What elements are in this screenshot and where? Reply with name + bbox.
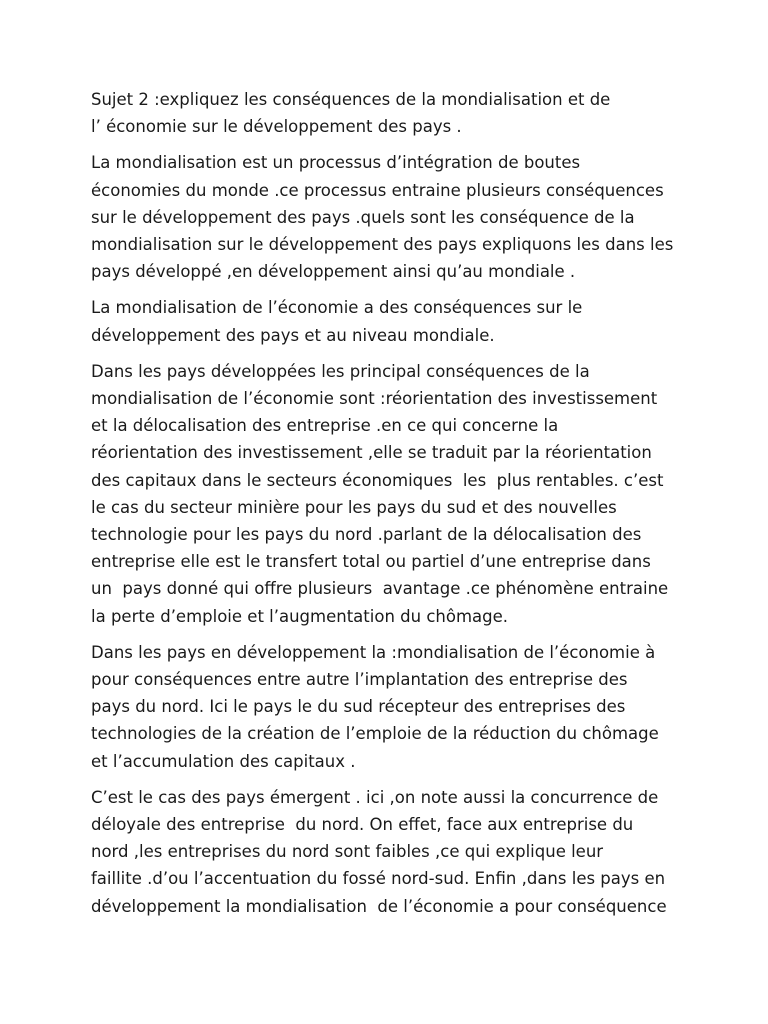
text-line: nord ,les entreprises du nord sont faibles ,ce qui explique leur [91,842,604,862]
text-line: des capitaux dans le secteurs économiques les plus rentables. c’est [91,470,664,490]
text-line: Dans les pays développées les principal conséquences de la [91,361,590,381]
text-line: réorientation des investissement ,elle se traduit par la réorientation [91,443,652,463]
document-page [91,86,691,929]
text-line: Dans les pays en développement la :mondialisation de l’économie à [91,642,656,662]
text-line: mondialisation de l’économie sont :réorientation des investissement [91,389,658,409]
text-line: développement la mondialisation de l’économie a pour conséquence [91,896,667,916]
text-line: un pays donné qui offre plusieurs avantage .ce phénomène entraine [91,579,669,599]
text-line: développement des pays et au niveau mondiale. [91,325,495,345]
paragraph-title [91,86,691,140]
text-line: Sujet 2 :expliquez les conséquences de la mondialisation et de [91,90,611,109]
text-line: entreprise elle est le transfert total ou partiel d’une entreprise dans [91,552,651,572]
text-line: et la délocalisation des entreprise .en ce qui concerne la [91,416,559,436]
text-line: pays développé ,en développement ainsi qu’au mondiale . [91,262,576,282]
text-line: sur le développement des pays .quels sont les conséquence de la [91,207,635,227]
text-line: technologie pour les pays du nord .parlant de la délocalisation des [91,525,642,545]
text-line: déloyale des entreprise du nord. On effet, face aux entreprise du [91,815,634,835]
paragraph-intro [91,149,691,285]
text-line: économies du monde .ce processus entraine plusieurs conséquences [91,180,664,200]
text-line: C’est le cas des pays émergent . ici ,on note aussi la concurrence de [91,787,659,807]
text-line: technologies de la création de l’emploie de la réduction du chômage [91,724,659,744]
text-line: pour conséquences entre autre l’implantation des entreprise des [91,670,628,690]
text-line: faillite .d’ou l’accentuation du fossé nord-sud. Enfin ,dans les pays en [91,869,666,889]
paragraph-developing-countries [91,639,691,775]
paragraph-developed-countries [91,358,691,630]
paragraph-thesis [91,294,691,348]
text-line: et l’accumulation des capitaux . [91,751,356,771]
text-line: pays du nord. Ici le pays le du sud récepteur des entreprises des [91,697,626,717]
paragraph-emerging-countries [91,784,691,920]
text-line: le cas du secteur minière pour les pays du sud et des nouvelles [91,497,617,517]
text-line: la perte d’emploie et l’augmentation du chômage. [91,606,508,626]
text-line: La mondialisation est un processus d’intégration de boutes [91,153,581,173]
text-line: mondialisation sur le développement des pays expliquons les dans les [91,235,674,255]
text-line: l’ économie sur le développement des pays . [91,117,462,137]
text-line: La mondialisation de l’économie a des conséquences sur le [91,298,583,318]
